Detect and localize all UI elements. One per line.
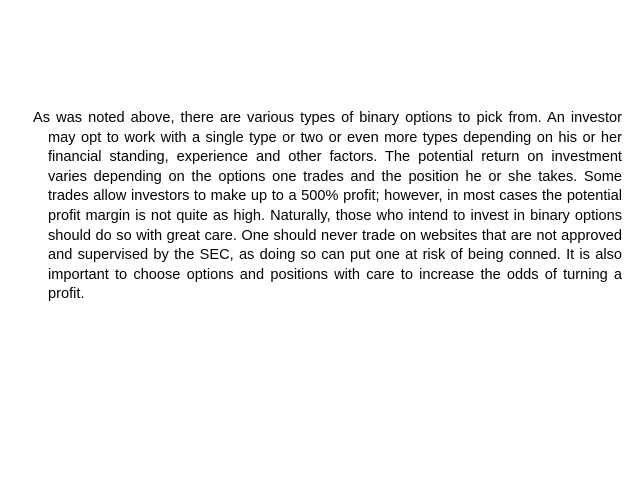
body-paragraph: As was noted above, there are various types of binary options to pick from. An investor may opt to work with a single type or two or even more types depending on his or her financial standing, experience and other factors. The potential return on investment varies depending on the options one trades and the position he or she takes. Some trades allow investors to make up to a 500% profit; however, in most cases the potential profit margin is not quite as high. Naturally, those who intend to invest in binary options should do so with great care. One should never trade on websites that are not approved and supervised by the SEC, as doing so can put one at risk of being conned. It is also important to choose options and positions with care to increase the odds of turning a profit. <box>33 110 622 303</box>
